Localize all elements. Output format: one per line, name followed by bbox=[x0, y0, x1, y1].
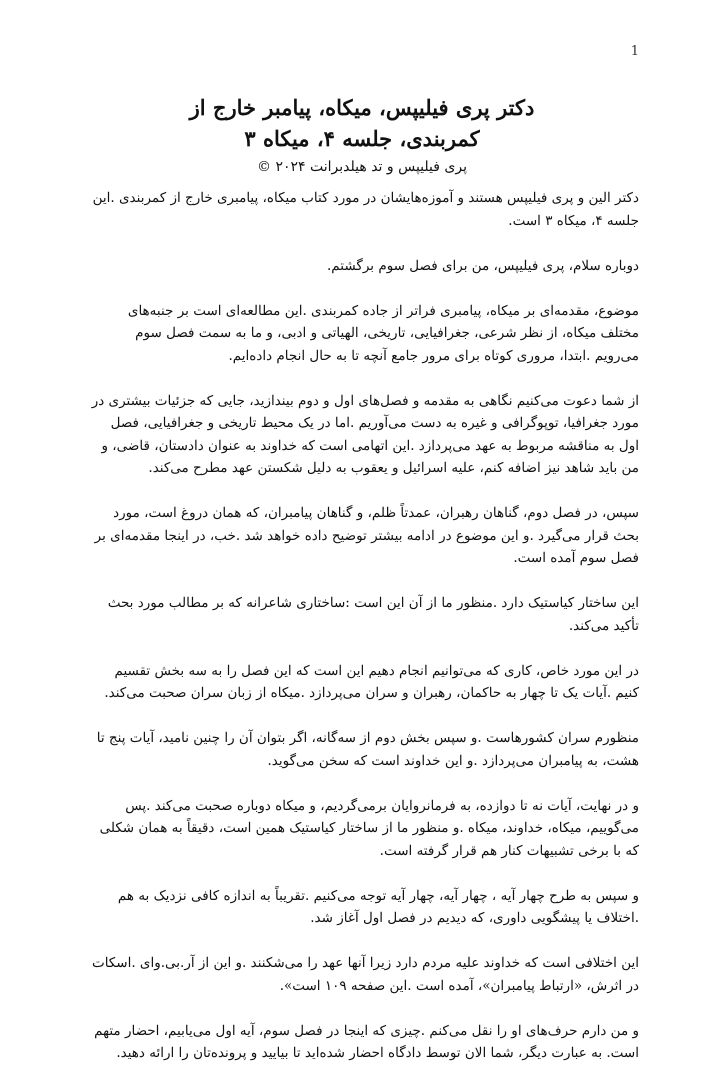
paragraph-9: و در نهایت، آیات نه تا دوازده، به فرمانروایان برمی‌گردیم، و میکاه دوباره صحبت می‌کند .پس می‌گوییم، میکاه، خداوند، میکاه .و منظور ما از ساختار کیاستیک همین است، دقیقاً به همان شکلی که با برخی تشبیهات کنار هم قرار گرفته است. bbox=[99, 797, 639, 859]
paragraph-11: این اختلافی است که خداوند علیه مردم دارد زیرا آنها عهد را می‌شکنند .و این از آر.بی.وای .اسکات در اثرش، «ارتباط پیامبران»، آمده است .این صفحه ۱۰۹ است». bbox=[91, 955, 639, 994]
paragraph-6: این ساختار کیاستیک دارد .منظور ما از آن این است :ساختاری شاعرانه که بر مطالب مورد بحث تأکید می‌کند. bbox=[107, 595, 639, 634]
paragraph-1: دکتر الین و پری فیلیپس هستند و آموزه‌هایشان در مورد کتاب میکاه، پیامبری خارج از کمربندی .این جلسه ۴، میکاه ۳ است. bbox=[92, 190, 639, 229]
document-body bbox=[87, 187, 639, 1087]
paragraph-5: سپس، در فصل دوم، گناهان رهبران، عمدتاً ظلم، و گناهان پیامبران، که همان دروغ است، مورد بحث قرار می‌گیرد .و این موضوع در ادامه بیشتر توضیح داده خواهد شد .خب، در اینجا مقدمه‌ای بر فصل سوم آمده است. bbox=[94, 505, 639, 566]
title-line-2: کمربندی، جلسه ۴، میکاه ۳ bbox=[244, 126, 480, 151]
paragraph-8: منظورم سران کشورهاست .و سپس بخش دوم از سه‌گانه، اگر بتوان آن را چنین نامید، آیات پنج تا هشت، به پیامبران می‌پردازد .و این خداوند است که سخن می‌گوید. bbox=[96, 730, 639, 769]
copyright-line: پری فیلیپس و تد هیلدبرانت ۲۰۲۴ © bbox=[257, 159, 467, 175]
page-number: 1 bbox=[630, 44, 639, 59]
paragraph-2: دوباره سلام، پری فیلیپس، من برای فصل سوم برگشتم. bbox=[327, 257, 639, 274]
document-header bbox=[110, 92, 614, 178]
document-title bbox=[110, 92, 614, 154]
paragraph-7: در این مورد خاص، کاری که می‌توانیم انجام دهیم این است که این فصل را به سه بخش تقسیم کنیم .آیات یک تا چهار به حاکمان، رهبران و سران می‌پردازد .میکاه از زبان سران صحبت می‌کند. bbox=[104, 662, 639, 701]
paragraph-3: موضوع، مقدمه‌ای بر میکاه، پیامبری فراتر از جاده کمربندی .این مطالعه‌ای است بر جنبه‌های مختلف میکاه، از نظر شرعی، جغرافیایی، تاریخی، الهیاتی و ادبی، و ما به سمت فصل سوم می‌رویم .ابتدا، مروری کوتاه برای مرور جامع آنچه تا به حال انجام داده‌ایم. bbox=[127, 302, 639, 364]
title-line-1: دکتر پری فیلیپس، میکاه، پیامبر خارج از bbox=[189, 95, 535, 120]
paragraph-12: و من دارم حرف‌های او را نقل می‌کنم .چیزی که اینجا در فصل سوم، آیه اول می‌یابیم، احضار متهم است. به عبارت دیگر، شما الان توسط دادگاه احضار شده‌اید تا بیایید و پرونده‌تان را ارائه دهید. bbox=[94, 1022, 639, 1061]
paragraph-10: و سپس به طرح چهار آیه ، چهار آیه، چهار آیه توجه می‌کنیم .تقریباً به اندازه کافی نزدیک به هم .اختلاف یا پیشگویی داوری، که دیدیم در فصل اول آغاز شد. bbox=[117, 887, 639, 926]
paragraph-4: از شما دعوت می‌کنیم نگاهی به مقدمه و فصل‌های اول و دوم بیندازید، جایی که جزئیات بیشتری در مورد جغرافیا، توپوگرافی و غیره به دست می‌آوریم .اما در یک محیط تاریخی و جغرافیایی، فصل اول به مناقشه مربوط به عهد می‌پردازد .این اتهامی است که خداوند به عنوان دادستان، قاضی، و من باید شاهد نیز اضافه کنم، علیه اسرائیل و یعقوب به دلیل شکستن عهد مطرح می‌کند. bbox=[91, 392, 639, 476]
